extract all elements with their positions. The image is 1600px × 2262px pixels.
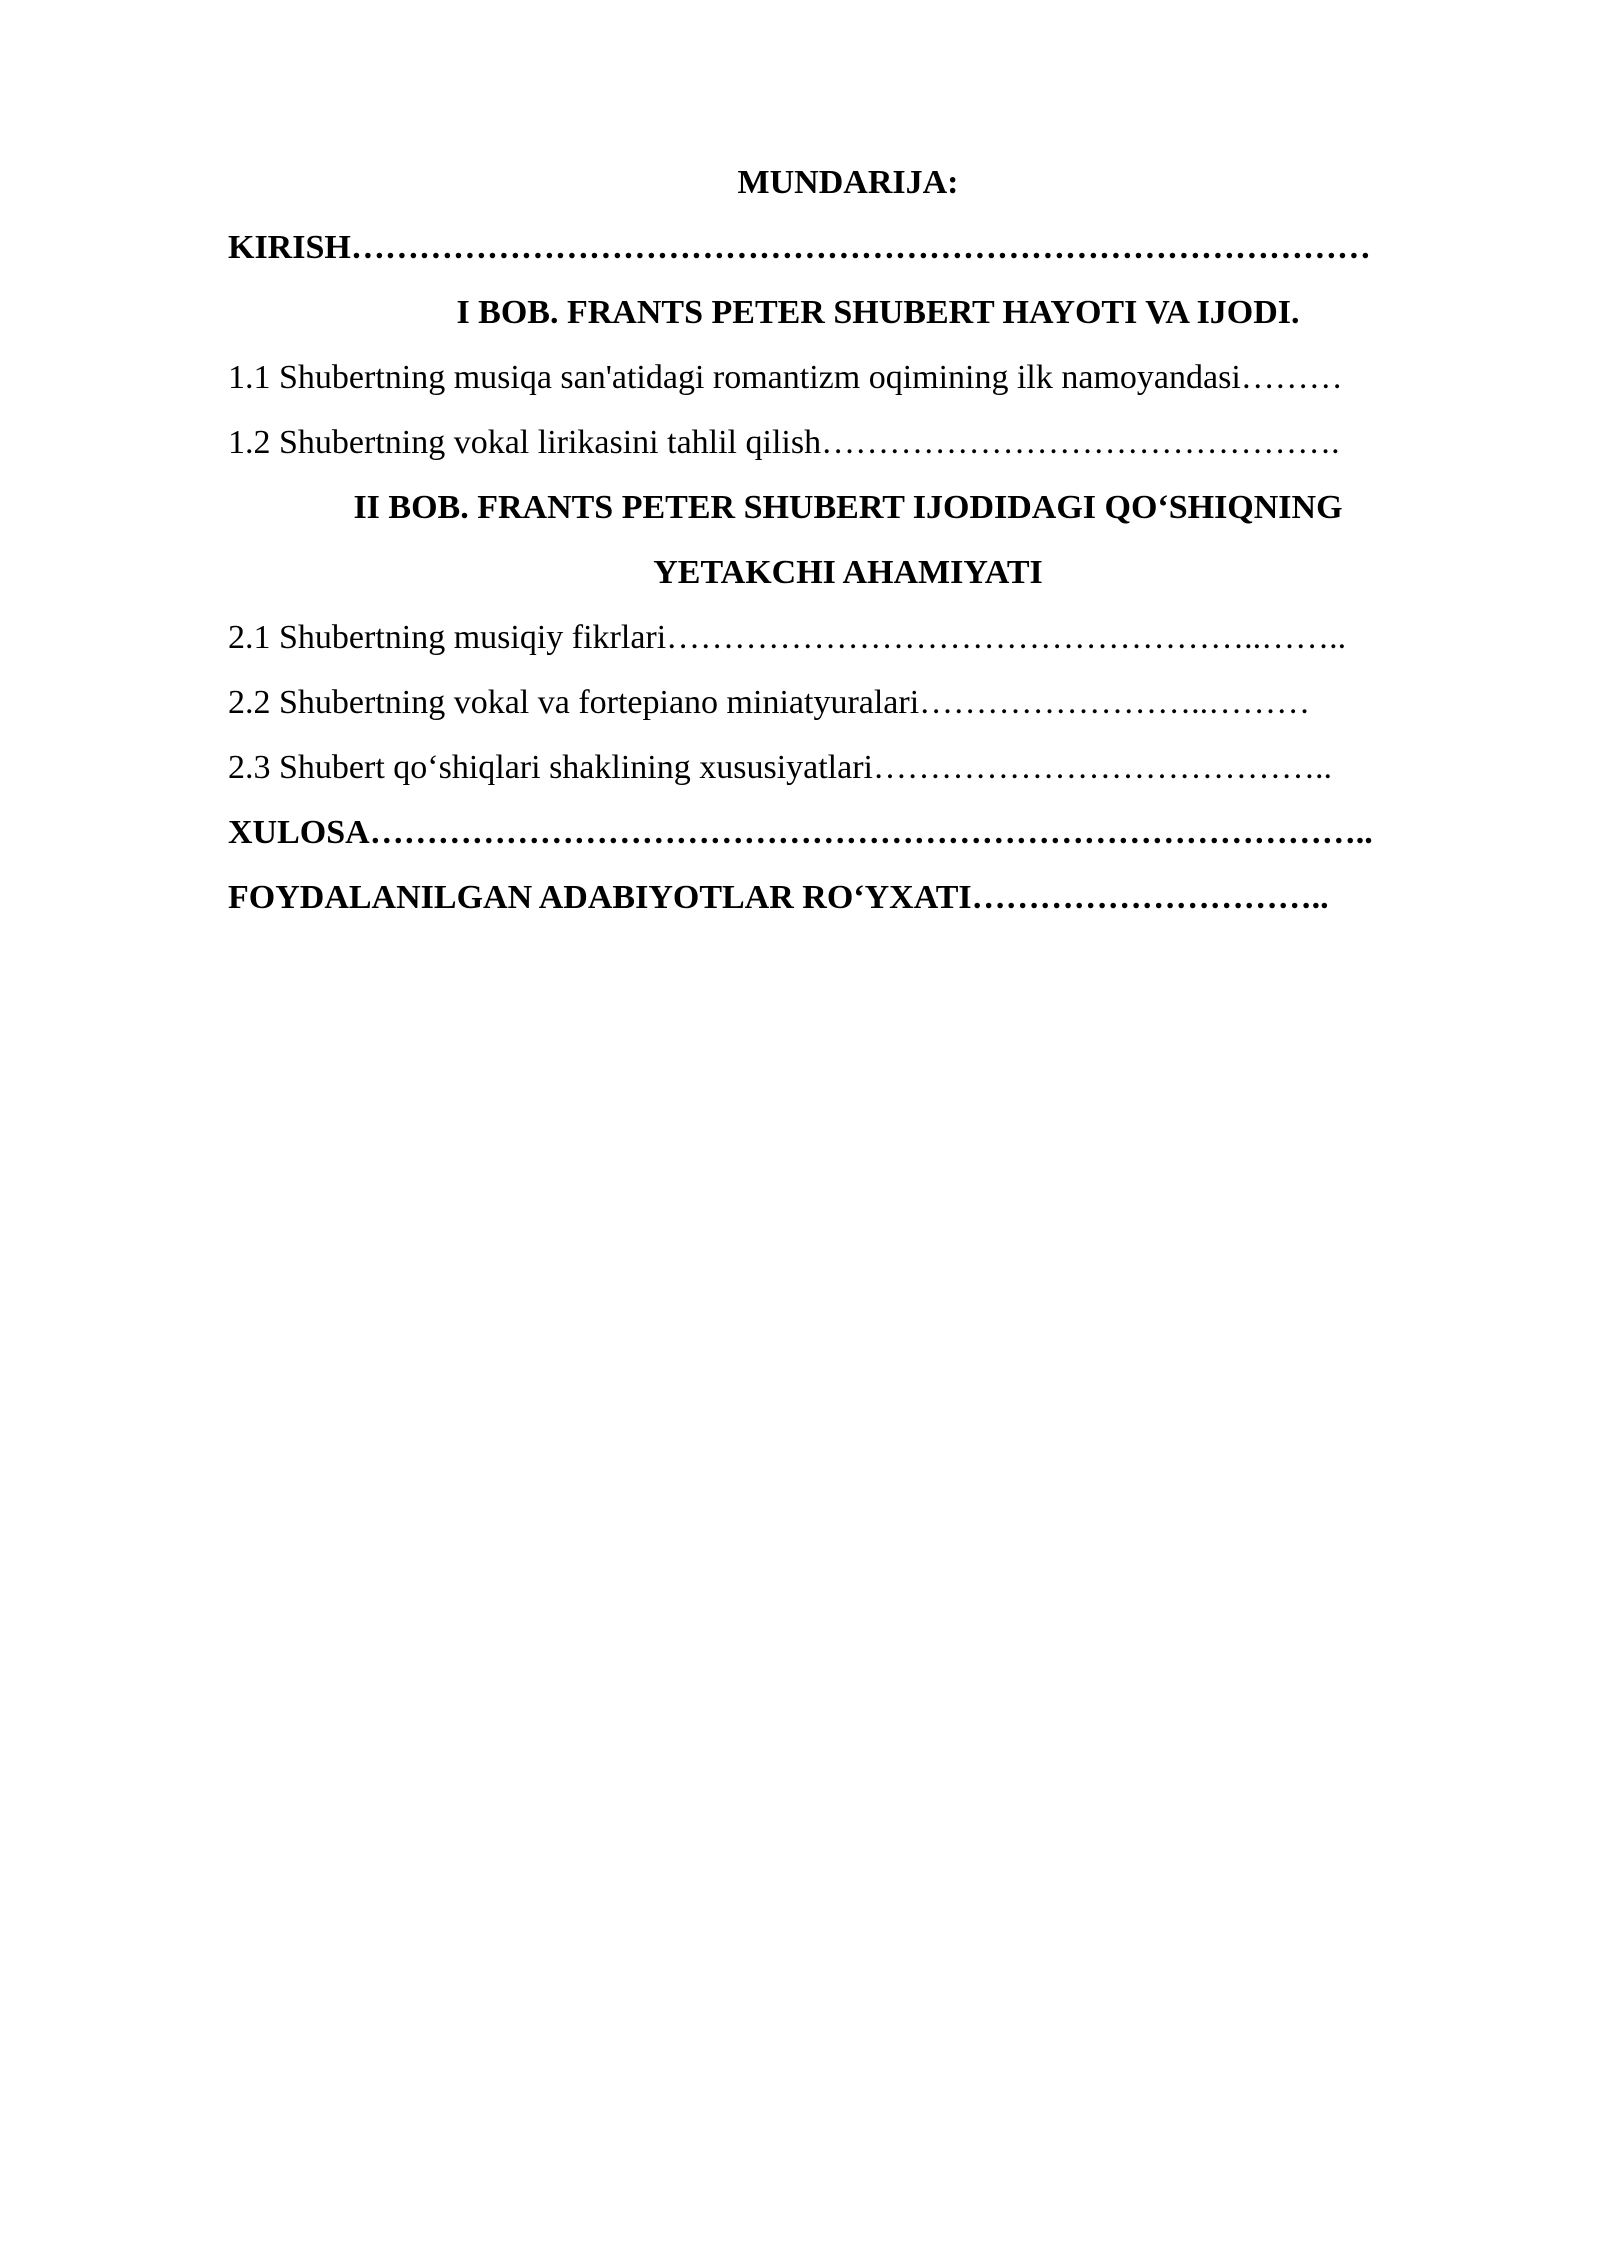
toc-entry-2-2: 2.2 Shubertning vokal va fortepiano miniatyuralari……………………..……… — [228, 684, 1311, 721]
toc-entry-2-3: 2.3 Shubert qo‘shiqlari shaklining xususiyatlari………………………………….. — [228, 749, 1332, 786]
toc-entry-references: FOYDALANILGAN ADABIYOTLAR RO‘YXATI………………………….. — [228, 879, 1329, 916]
table-of-contents — [228, 150, 1468, 930]
toc-entry-2-1: 2.1 Shubertning musiqiy fikrlari……………………………………………..…….. — [228, 619, 1347, 656]
toc-entry-1-1: 1.1 Shubertning musiqa san'atidagi romantizm oqimining ilk namoyandasi……… — [228, 359, 1343, 396]
toc-chapter-1-heading: I BOB. FRANTS PETER SHUBERT HAYOTI VA IJODI. — [456, 294, 1300, 331]
toc-chapter-2-heading-line-2: YETAKCHI AHAMIYATI — [653, 554, 1043, 591]
toc-title: MUNDARIJA: — [737, 164, 959, 201]
toc-entry-conclusion: XULOSA…………………………………………………………………………….. — [228, 814, 1373, 851]
toc-entry-1-2: 1.2 Shubertning vokal lirikasini tahlil qilish………………………………………. — [228, 424, 1340, 461]
toc-entry-intro: KIRISH……………………………………………………………………………… — [228, 229, 1371, 266]
toc-chapter-2-heading-line-1: II BOB. FRANTS PETER SHUBERT IJODIDAGI QO‘SHIQNING — [353, 489, 1343, 526]
